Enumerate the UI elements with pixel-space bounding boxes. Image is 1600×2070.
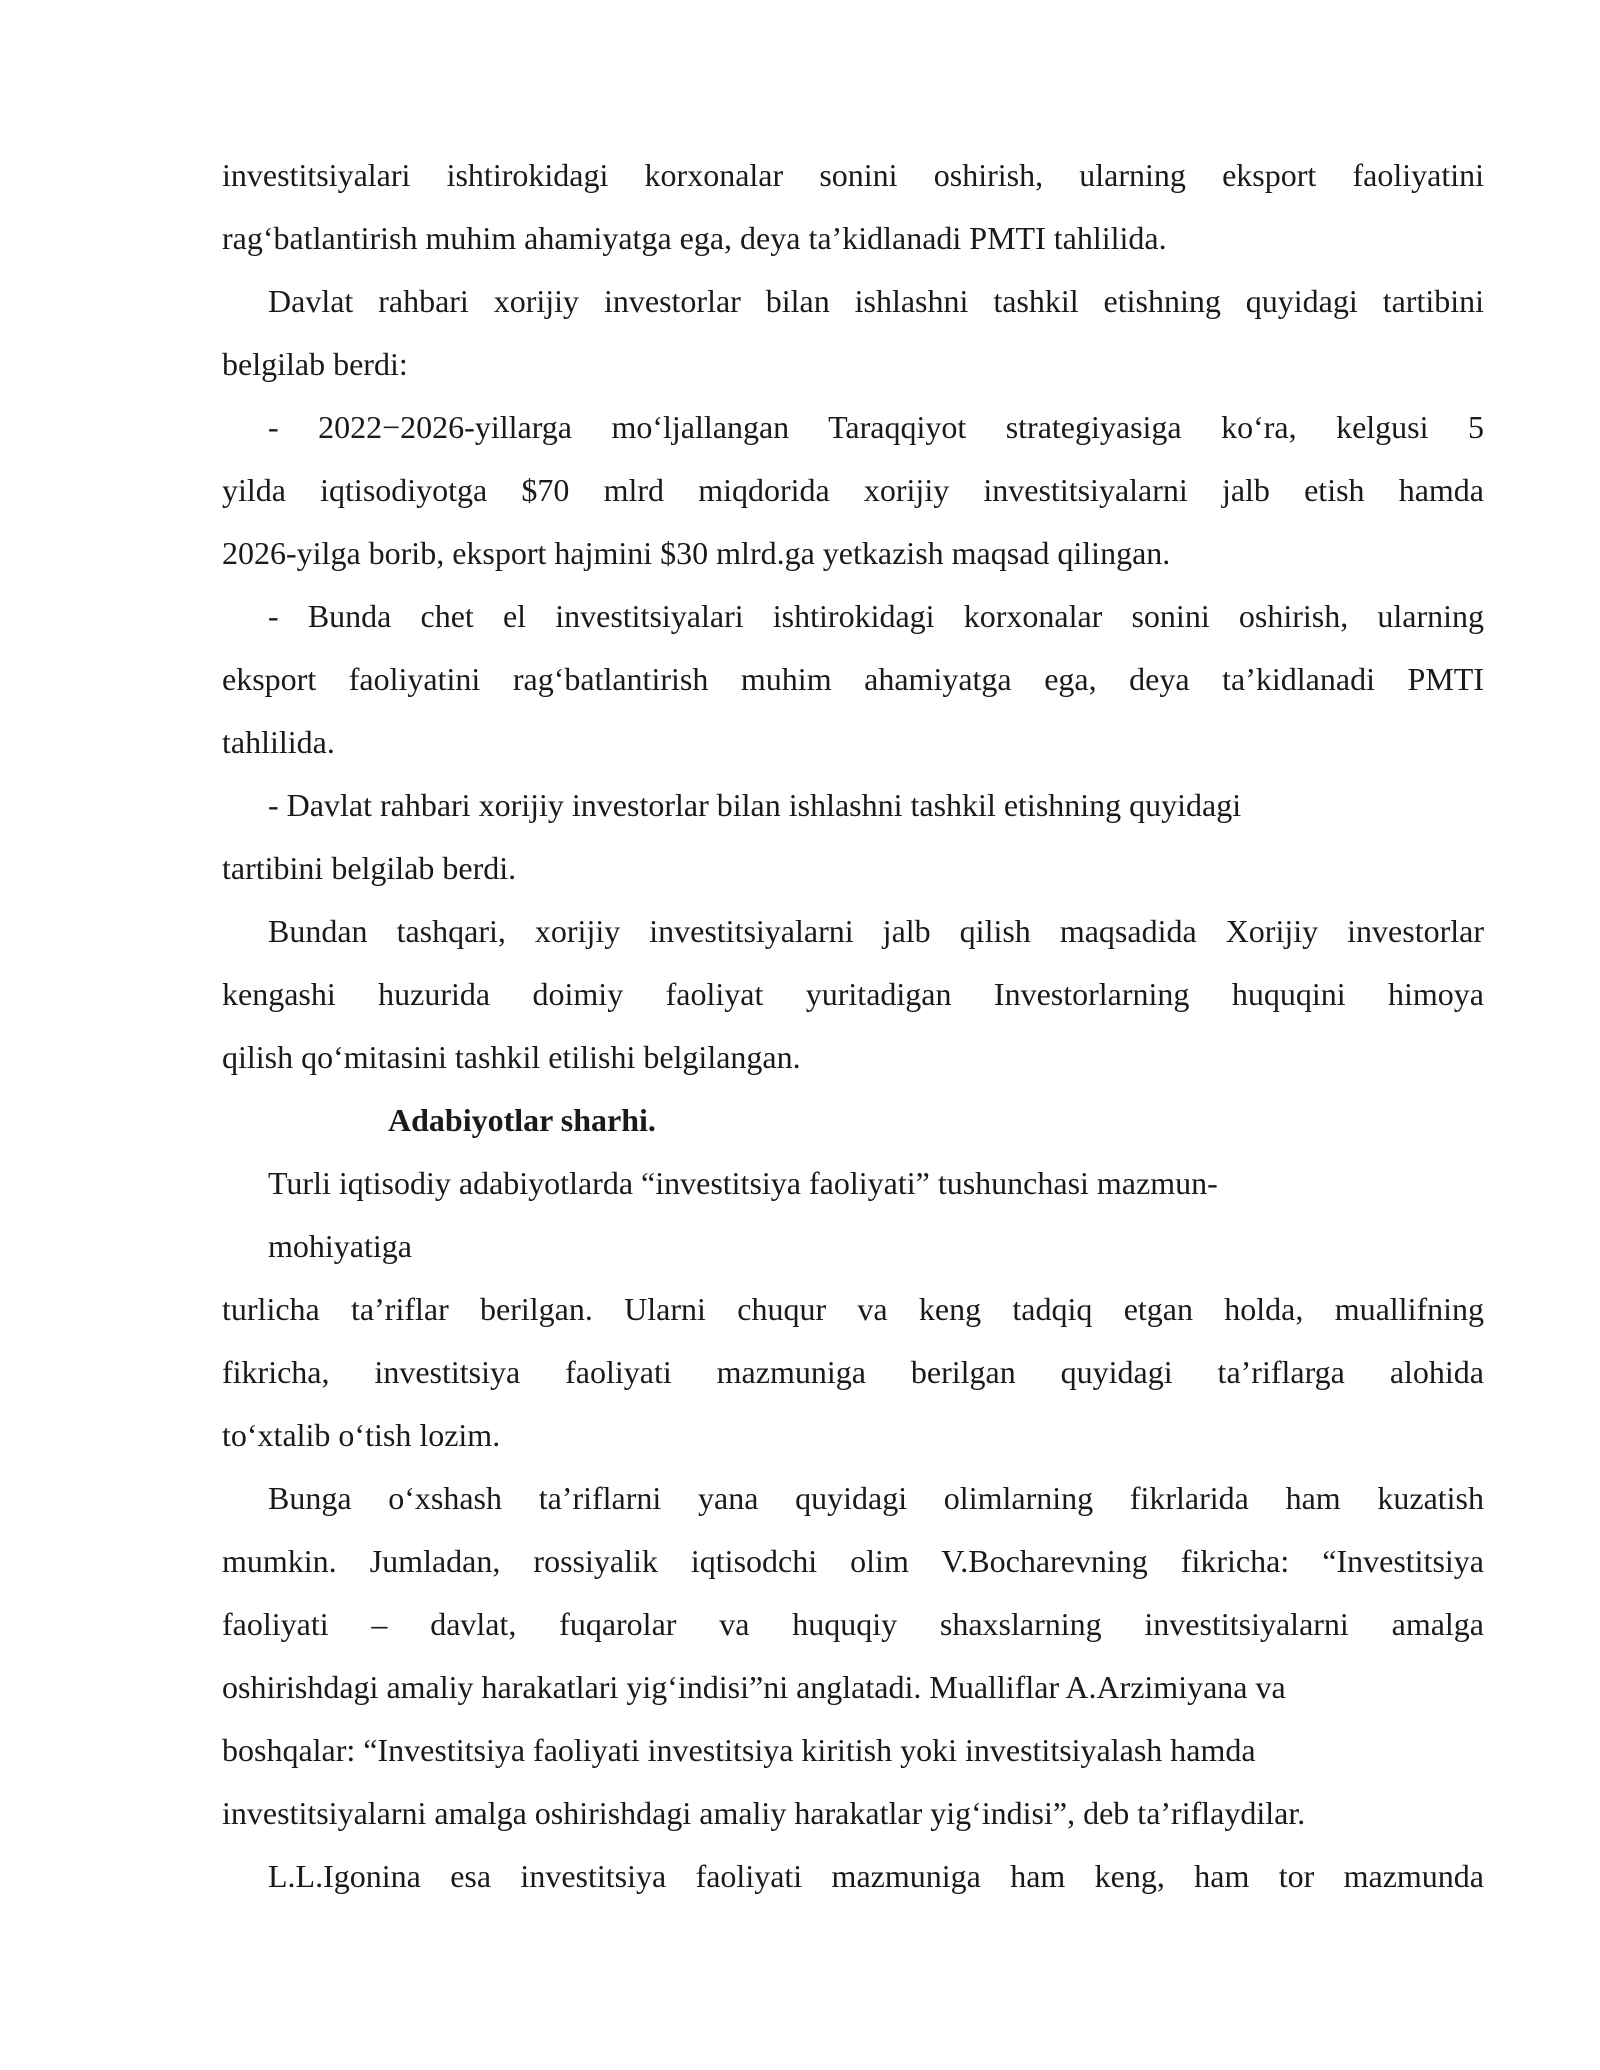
- paragraph-start: Davlat rahbari xorijiy investorlar bilan ishlashni tashkil etishning quyidagi tartibini: [268, 283, 1484, 319]
- text-line: boshqalar: “Investitsiya faoliyati investitsiya kiritish yoki investitsiyalash hamda: [222, 1732, 1256, 1768]
- text-line: mohiyatiga: [268, 1228, 412, 1264]
- text-line: fikricha, investitsiya faoliyati mazmuniga berilgan quyidagi ta’riflarga alohida: [222, 1354, 1484, 1390]
- document-body: [222, 144, 1484, 1908]
- paragraph-start: Turli iqtisodiy adabiyotlarda “investitsiya faoliyati” tushunchasi mazmun-: [268, 1165, 1218, 1201]
- text-line: belgilab berdi:: [222, 346, 408, 382]
- text-line: turlicha ta’riflar berilgan. Ularni chuqur va keng tadqiq etgan holda, muallifning: [222, 1291, 1484, 1327]
- text-line: 2026-yilga borib, eksport hajmini $30 mlrd.ga yetkazish maqsad qilingan.: [222, 535, 1171, 571]
- paragraph-start: L.L.Igonina esa investitsiya faoliyati mazmuniga ham keng, ham tor mazmunda: [268, 1858, 1484, 1894]
- text-line: rag‘batlantirish muhim ahamiyatga ega, deya ta’kidlanadi PMTI tahlilida.: [222, 220, 1167, 256]
- text-line: yilda iqtisodiyotga $70 mlrd miqdorida xorijiy investitsiyalarni jalb etish hamda: [222, 472, 1484, 508]
- list-item-start: - Bunda chet el investitsiyalari ishtirokidagi korxonalar sonini oshirish, ularning: [268, 598, 1484, 634]
- text-line: investitsiyalari ishtirokidagi korxonalar sonini oshirish, ularning eksport faoliyatini: [222, 157, 1484, 193]
- text-line: tahlilida.: [222, 724, 335, 760]
- section-heading: Adabiyotlar sharhi.: [388, 1102, 656, 1138]
- text-line: faoliyati – davlat, fuqarolar va huquqiy shaxslarning investitsiyalarni amalga: [222, 1606, 1484, 1642]
- list-item-start: - 2022−2026-yillarga mo‘ljallangan Taraqqiyot strategiyasiga ko‘ra, kelgusi 5: [268, 409, 1484, 445]
- text-line: oshirishdagi amaliy harakatlari yig‘indisi”ni anglatadi. Mualliflar A.Arzimiyana va: [222, 1669, 1286, 1705]
- text-line: mumkin. Jumladan, rossiyalik iqtisodchi olim V.Bocharevning fikricha: “Investitsiya: [222, 1543, 1484, 1579]
- text-line: tartibini belgilab berdi.: [222, 850, 517, 886]
- text-line: to‘xtalib o‘tish lozim.: [222, 1417, 501, 1453]
- text-line: investitsiyalarni amalga oshirishdagi amaliy harakatlar yig‘indisi”, deb ta’riflaydilar.: [222, 1795, 1306, 1831]
- paragraph-start: Bundan tashqari, xorijiy investitsiyalarni jalb qilish maqsadida Xorijiy investorlar: [268, 913, 1484, 949]
- text-line: kengashi huzurida doimiy faoliyat yuritadigan Investorlarning huquqini himoya: [222, 976, 1484, 1012]
- text-line: eksport faoliyatini rag‘batlantirish muhim ahamiyatga ega, deya ta’kidlanadi PMTI: [222, 661, 1484, 697]
- paragraph-start: Bunga o‘xshash ta’riflarni yana quyidagi olimlarning fikrlarida ham kuzatish: [268, 1480, 1484, 1516]
- text-line: qilish qo‘mitasini tashkil etilishi belgilangan.: [222, 1039, 801, 1075]
- list-item-start: - Davlat rahbari xorijiy investorlar bilan ishlashni tashkil etishning quyidagi: [268, 787, 1242, 823]
